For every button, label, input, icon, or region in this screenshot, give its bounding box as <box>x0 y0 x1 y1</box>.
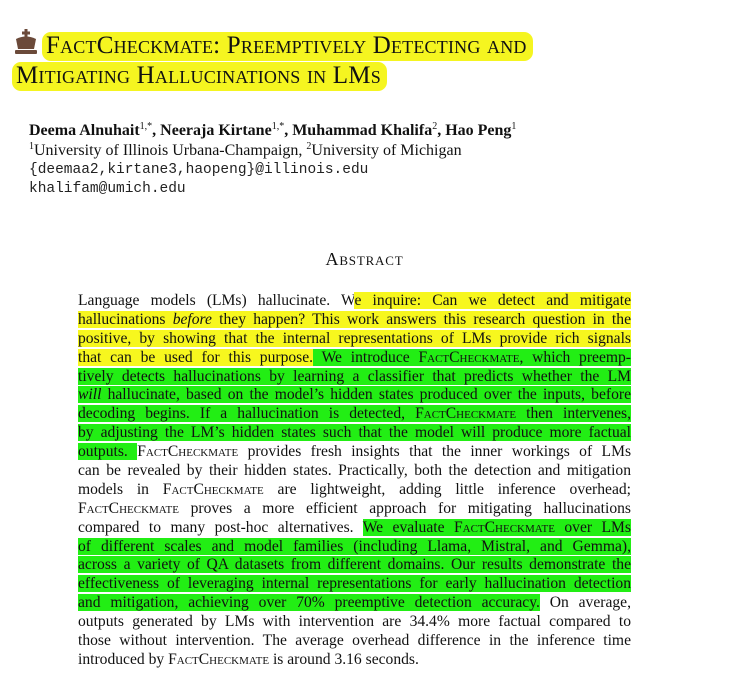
abstract-body <box>78 292 631 670</box>
author-sup: 1,* <box>139 121 153 132</box>
affiliation: University of Illinois Urbana-Champaign <box>34 142 299 159</box>
abstract-text: is around 3.16 seconds. <box>269 650 419 668</box>
abstract-text: On average, <box>539 594 631 612</box>
chess-king-icon <box>12 28 40 56</box>
email-umich[interactable]: khalifam@umich.edu <box>29 181 186 197</box>
abstract-text: outputs generated by LMs with intervention are 34.4% more factual compared to <box>78 613 631 631</box>
highlighted-text: We evaluate <box>362 518 454 536</box>
author-name: Hao Peng <box>445 122 512 139</box>
abstract-line <box>78 292 631 311</box>
highlighted-text: over LMs <box>554 518 631 536</box>
abstract-line <box>78 651 631 670</box>
abstract-line <box>78 613 631 632</box>
highlighted-text: tively detects hallucinations by learning a classifier that predicts whether the LM <box>78 367 631 385</box>
highlighted-text: , which preemp- <box>519 348 631 366</box>
abstract-text: are lightweight, adding little inference overhead; <box>263 480 631 498</box>
highlighted-text: FactCheckmate <box>418 348 520 366</box>
highlighted-text: hallucinations <box>78 310 173 328</box>
highlighted-text: of different scales and model families (including Llama, Mistral, and Gemma), <box>78 537 631 555</box>
paper-title <box>12 28 712 92</box>
abstract-text: FactCheckmate <box>168 650 270 668</box>
abstract-heading: Abstract <box>325 249 404 269</box>
highlighted-text: and mitigation, achieving over 70% preemptive detection accuracy. <box>78 594 540 612</box>
abstract-text: compared to many post-hoc alternatives. <box>78 518 363 536</box>
abstract-line <box>78 443 631 462</box>
abstract-text: proves a more efficient approach for mitigating hallucinations <box>178 499 631 517</box>
author-sup: 1 <box>511 121 517 132</box>
highlighted-text: across a variety of QA datasets from different domains. Our results demonstrate the <box>78 556 631 574</box>
highlighted-text: then intervenes, <box>516 405 631 423</box>
author-names: Deema Alnuhait$^{1,*}$, Neeraja Kirtane$^{1,*}$, Muhammad Khalifa$^2$, Hao Peng$^1$ <box>29 121 517 139</box>
author-sup: 2 <box>432 121 438 132</box>
highlighted-text: We introduce <box>313 348 419 366</box>
author-block <box>29 121 709 199</box>
abstract-line <box>78 330 631 349</box>
abstract-line <box>78 556 631 575</box>
abstract-line <box>78 368 631 387</box>
highlighted-text: outputs. <box>78 443 138 461</box>
abstract-text: can be revealed by their hidden states. Practically, both the detection and mitigation <box>78 462 631 480</box>
affiliation: University of Michigan <box>311 142 462 159</box>
abstract-text: FactCheckmate <box>137 443 239 461</box>
author-name: Muhammad Khalifa <box>292 122 433 139</box>
abstract-line <box>78 632 631 651</box>
abstract-text: FactCheckmate <box>162 480 264 498</box>
highlighted-text: before <box>172 310 212 328</box>
title-line-2 <box>12 60 712 92</box>
highlighted-text: by adjusting the LM’s hidden states such that the model will produce more factual <box>78 424 631 442</box>
highlighted-text: hallucinate, based on the model’s hidden states produced over the inputs, before <box>101 386 631 404</box>
affil-sup: 1 <box>29 141 34 152</box>
email-illinois[interactable]: {deemaa2,kirtane3,haopeng}@illinois.edu <box>29 162 369 178</box>
abstract-text: models in <box>78 480 163 498</box>
highlighted-text: decoding begins. If a hallucination is detected, <box>78 405 416 423</box>
affil-sup: 2 <box>306 141 312 152</box>
title-text-1: FactCheckmate: Preemptively Detecting and <box>42 32 533 61</box>
affiliations: $^1$University of Illinois Urbana-Champaign, $^2$University of Michigan <box>29 141 462 159</box>
abstract-text: Language models (LMs) hallucinate. W <box>78 292 355 309</box>
abstract-line <box>78 405 631 424</box>
abstract-line <box>78 594 631 613</box>
abstract-text: those without intervention. The average overhead difference in the inference time <box>78 632 631 650</box>
abstract-text: introduced by <box>78 650 169 668</box>
title-line-1 <box>12 28 712 60</box>
abstract-text: provides fresh insights that the inner workings of LMs <box>238 443 632 461</box>
highlighted-text: effectiveness of leveraging internal representations for early hallucination detection <box>78 575 631 593</box>
highlighted-text: will <box>78 386 102 404</box>
abstract-line <box>78 462 631 481</box>
abstract-line <box>78 538 631 557</box>
highlighted-text: FactCheckmate <box>453 518 555 536</box>
author-name: Neeraja Kirtane <box>160 122 272 139</box>
highlighted-text: FactCheckmate <box>415 405 517 423</box>
abstract-line <box>78 386 631 405</box>
abstract-line <box>78 481 631 500</box>
highlighted-text: e inquire: Can we detect and mitigate <box>354 292 631 309</box>
author-name: Deema Alnuhait <box>29 122 140 139</box>
abstract-line <box>78 424 631 443</box>
abstract-line <box>78 500 631 519</box>
abstract-line <box>78 311 631 330</box>
highlighted-text: positive, by showing that the internal representations of LMs provide rich signals <box>78 329 631 347</box>
highlighted-text: that can be used for this purpose. <box>78 348 314 366</box>
abstract-line <box>78 349 631 368</box>
abstract-text: FactCheckmate <box>78 499 179 517</box>
highlighted-text: they happen? This work answers this research question in the <box>211 310 631 328</box>
abstract-line <box>78 519 631 538</box>
abstract-line <box>78 575 631 594</box>
title-text-2: Mitigating Hallucinations in LMs <box>12 62 387 91</box>
author-sup: 1,* <box>271 121 285 132</box>
